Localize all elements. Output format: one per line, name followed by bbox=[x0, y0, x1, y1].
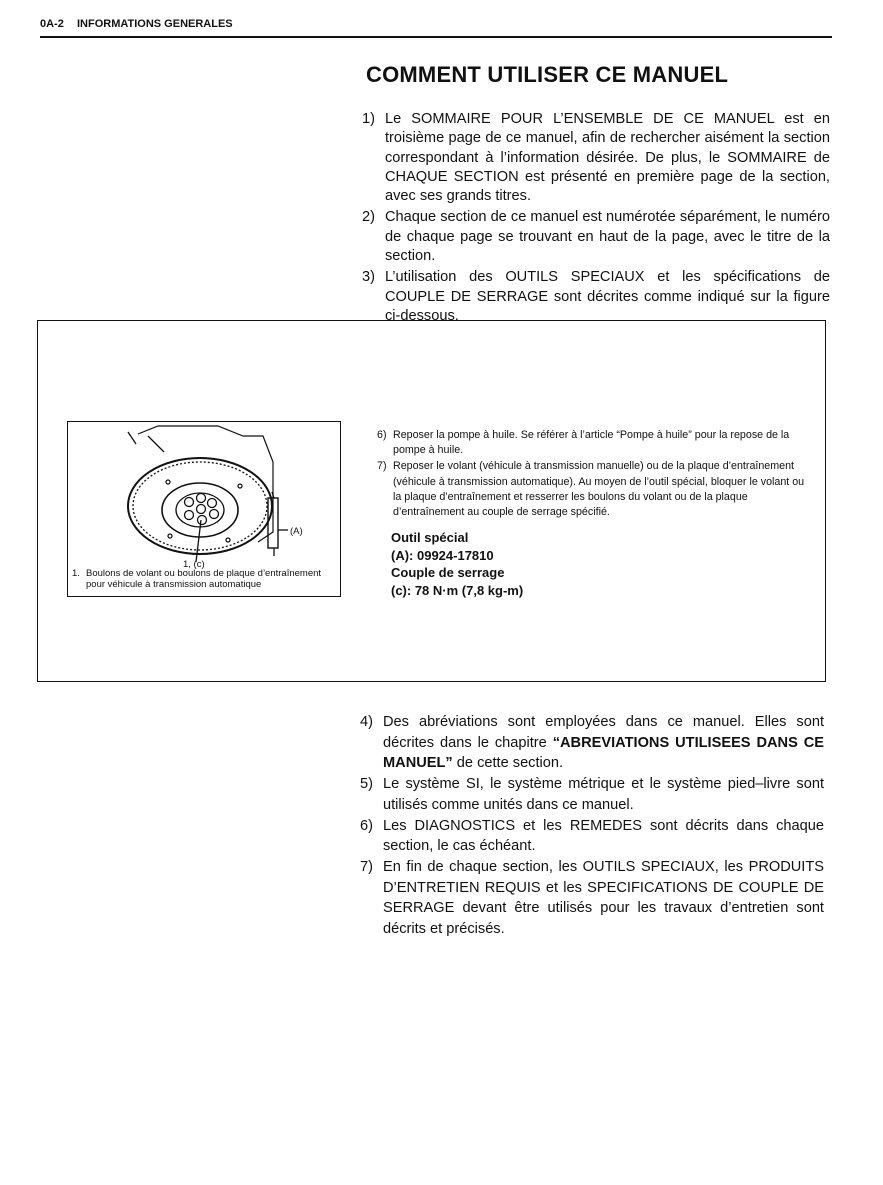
list-item bbox=[360, 816, 824, 857]
special-tool-heading: Outil spécial bbox=[391, 530, 469, 545]
list-item bbox=[360, 712, 824, 774]
flywheel-drawing bbox=[68, 422, 340, 568]
flywheel-illustration bbox=[67, 421, 341, 597]
caption-number: 1. bbox=[72, 568, 80, 579]
item-text-bold: “ABREVIATIONS UTILISEES DANS CE MANUEL” bbox=[383, 734, 825, 771]
item-number: 3) bbox=[362, 269, 375, 286]
item-text: Des abréviations sont employées dans ce manuel. Elles sont décrites dans le chapitre bbox=[383, 714, 824, 751]
item-text: Les DIAGNOSTICS et les REMEDES sont décrits dans chaque section, le cas échéant. bbox=[383, 817, 824, 854]
item-number: 7) bbox=[360, 859, 373, 875]
item-number: 5) bbox=[360, 776, 373, 792]
list-item bbox=[362, 268, 830, 326]
list-item bbox=[377, 428, 809, 458]
page-title: COMMENT UTILISER CE MANUEL bbox=[366, 62, 729, 87]
item-number: 4) bbox=[360, 714, 373, 730]
page-code: 0A-2 bbox=[40, 18, 64, 30]
item-text: En fin de chaque section, les OUTILS SPECIAUX, les PRODUITS D’ENTRETIEN REQUIS et les SPECIFICATIONS DE COUPLE DE SERRAGE devant être utilisés pour les travaux d’entretien sont décrits et précisés. bbox=[383, 859, 824, 937]
item-text: L’utilisation des OUTILS SPECIAUX et les spécifications de COUPLE DE SERRAGE sont décrites comme indiqué sur la figure ci-dessous. bbox=[385, 269, 830, 324]
item-text: de cette section. bbox=[452, 755, 564, 771]
item-number: 6) bbox=[360, 817, 373, 834]
example-procedure bbox=[377, 428, 809, 521]
list-item bbox=[360, 857, 824, 939]
item-number: 2) bbox=[362, 209, 375, 226]
tool-callout: (A) bbox=[290, 526, 303, 537]
item-text: Chaque section de ce manuel est numérotée séparément, le numéro de chaque page se trouvant en haut de la page, avec le titre de la section. bbox=[385, 209, 830, 265]
item-number: 7) bbox=[377, 460, 387, 473]
list-item bbox=[360, 774, 824, 815]
item-text: Reposer la pompe à huile. Se référer à l’article “Pompe à huile” pour la repose de la pompe à huile. bbox=[393, 429, 790, 457]
list-item bbox=[362, 208, 830, 266]
torque-value: (c): 78 N·m (7,8 kg-m) bbox=[391, 582, 524, 598]
intro-list bbox=[362, 110, 830, 328]
item-number: 6) bbox=[377, 429, 387, 441]
list-item bbox=[377, 459, 809, 520]
list-item bbox=[362, 110, 830, 206]
item-text: Reposer le volant (véhicule à transmission manuelle) ou de la plaque d’entraînement (véhicule à transmission automatique). Au moyen de l’outil spécial, bloquer le volant ou la plaque d’entraînement et resserrer les boulons du volant ou de la plaque d’entraînement au couple de serrage spécifié. bbox=[393, 460, 805, 519]
continued-list bbox=[360, 712, 824, 940]
torque-heading: Couple de serrage bbox=[391, 565, 505, 580]
item-text: Le SOMMAIRE POUR L’ENSEMBLE DE CE MANUEL est en troisième page de ce manuel, afin de rechercher aisément la section correspondant à l’information désirée. De plus, le SOMMAIRE de CHAQUE SECTION est présenté en première page de la section, avec ses grands titres. bbox=[385, 111, 830, 205]
item-number: 1) bbox=[362, 111, 375, 127]
special-tool-value: (A): 09924-17810 bbox=[391, 547, 494, 563]
spec-block bbox=[391, 529, 523, 599]
section-title: INFORMATIONS GENERALES bbox=[77, 18, 233, 30]
bolt-callout: 1, (c) bbox=[183, 559, 205, 570]
item-text: Le système SI, le système métrique et le système pied–livre sont utilisés comme unités dans ce manuel. bbox=[383, 776, 824, 813]
page-header bbox=[40, 16, 832, 38]
caption-text: Boulons de volant ou boulons de plaque d’entraînement pour véhicule à transmission automatique bbox=[86, 568, 322, 590]
figure-caption bbox=[72, 568, 336, 590]
